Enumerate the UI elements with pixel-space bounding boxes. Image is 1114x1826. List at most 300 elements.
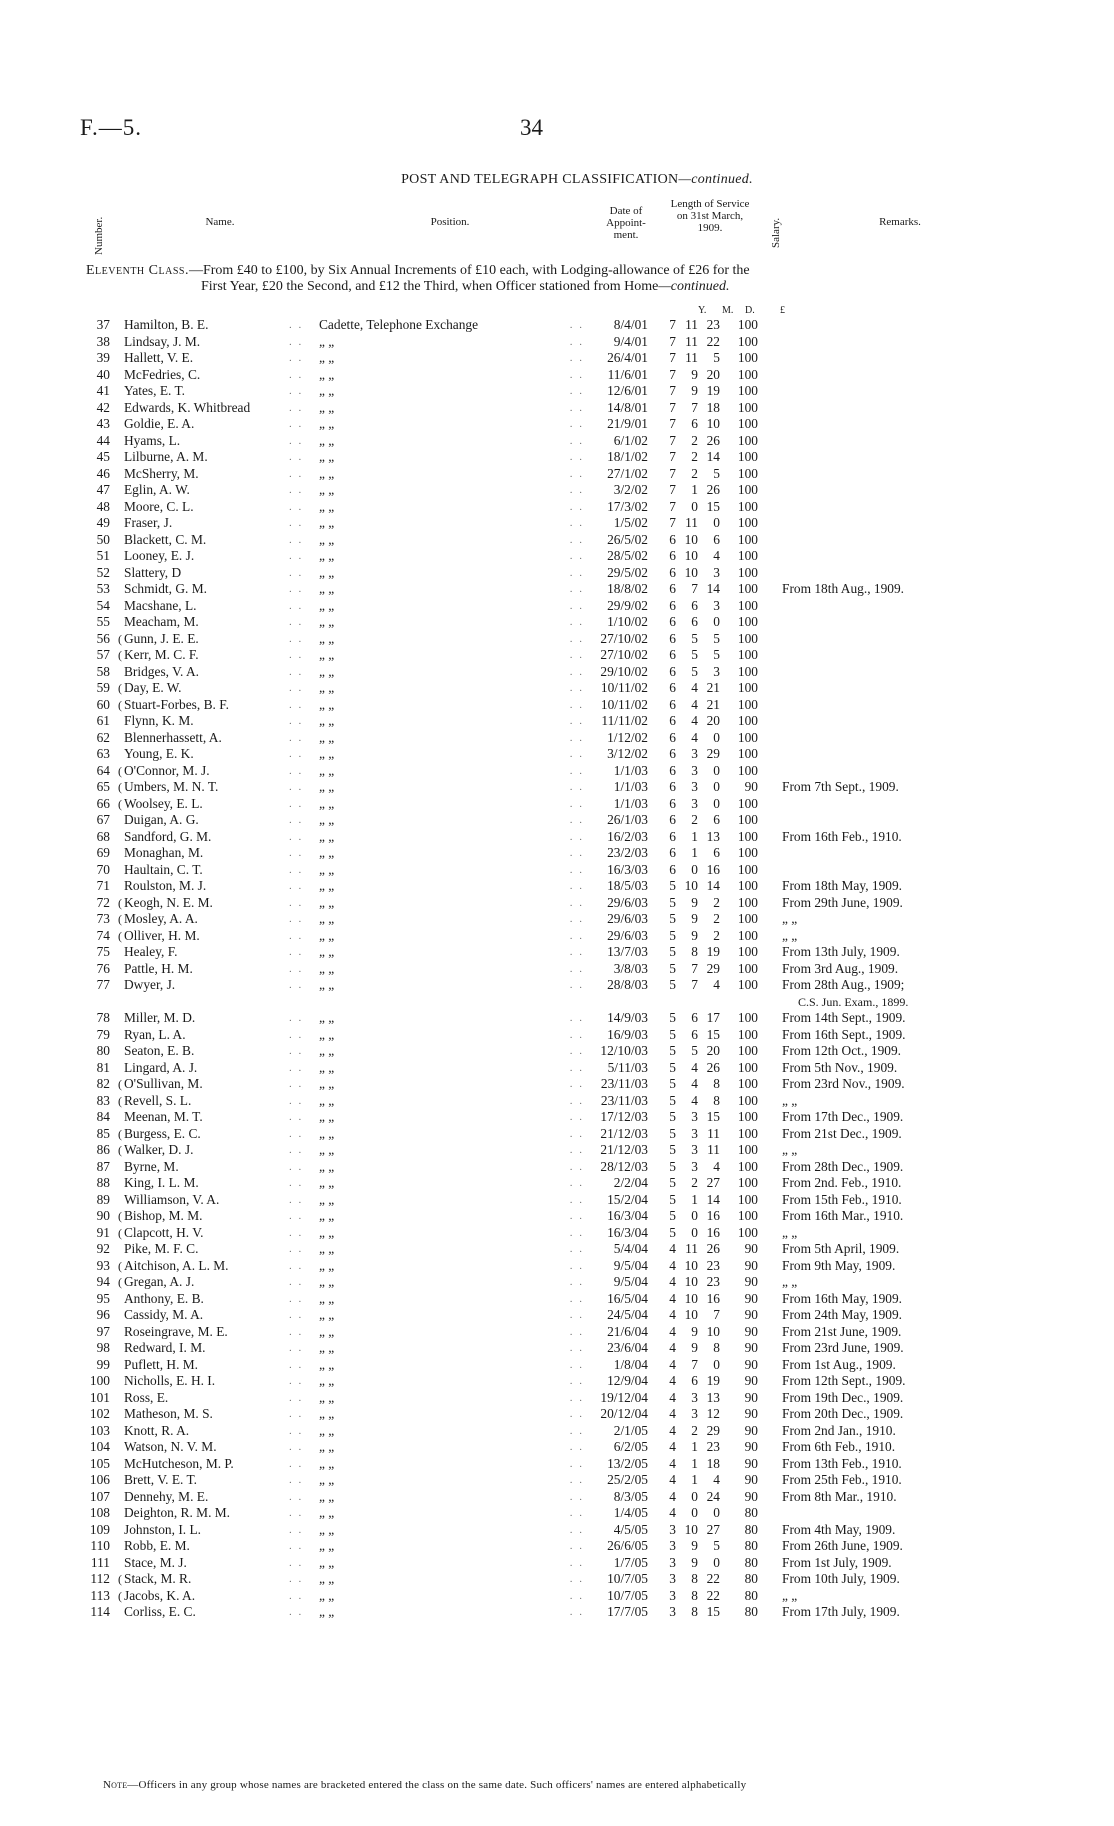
officer-name: Olliver, H. M. (124, 927, 200, 943)
table-row (80, 796, 982, 813)
service-days: 8 (713, 1092, 720, 1108)
leader-dots: . . (569, 1589, 584, 1602)
service-months: 9 (691, 1538, 698, 1553)
remarks: From 15th Feb., 1910. (782, 1191, 902, 1207)
service-years: 3 (669, 1571, 676, 1586)
service-years: 5 (669, 1125, 676, 1141)
table-row (80, 1571, 982, 1588)
row-number: 86 (96, 1142, 110, 1157)
salary: 100 (737, 465, 758, 481)
row-number: 111 (90, 1554, 110, 1570)
row-number: 76 (96, 960, 110, 976)
appointment-date: 19/12/04 (600, 1389, 648, 1405)
table-row (80, 1505, 982, 1522)
row-number: 50 (96, 531, 110, 547)
leader-dots: . . (289, 880, 304, 892)
row-number: 47 (96, 482, 110, 497)
service-years: 6 (669, 647, 676, 662)
table-row (80, 1159, 982, 1176)
leader-dots: . . (289, 1292, 304, 1305)
service-months: 5 (691, 647, 698, 662)
salary: 100 (737, 515, 758, 530)
officer-position: „ „ (319, 1158, 335, 1174)
row-number: 84 (96, 1109, 110, 1124)
table-row (80, 895, 982, 912)
service-years: 4 (669, 1455, 676, 1471)
appointment-date: 28/8/03 (607, 977, 648, 992)
appointment-date: 4/5/05 (613, 1521, 648, 1537)
leader-dots: . . (289, 863, 304, 876)
group-bracket: ( (118, 928, 122, 943)
officer-name: Ross, E. (124, 1389, 169, 1405)
row-number: 75 (96, 944, 110, 959)
row-number: 90 (96, 1208, 110, 1223)
group-bracket (116, 1340, 124, 1357)
table-row (80, 829, 982, 846)
service-days: 20 (706, 713, 720, 728)
table-row (80, 1241, 982, 1258)
appointment-date: 3/12/02 (607, 746, 648, 761)
group-bracket (116, 977, 124, 1010)
appointment-date: 9/5/04 (613, 1274, 648, 1289)
service-days: 3 (713, 597, 720, 613)
leader-dots: . . (569, 1309, 584, 1321)
service-months: 6 (691, 597, 698, 613)
service-days: 2 (713, 894, 720, 910)
appointment-date: 29/6/03 (607, 894, 648, 910)
group-bracket: ( (118, 1275, 122, 1289)
appointment-date: 21/12/03 (600, 1125, 648, 1141)
group-bracket: ( (118, 681, 122, 695)
row-number: 59 (96, 680, 110, 695)
table-row (80, 1109, 982, 1126)
officer-name: Slattery, D (124, 564, 182, 580)
leader-dots: . . (289, 1490, 304, 1503)
table-row (80, 433, 982, 450)
service-months: 1 (691, 1191, 698, 1207)
service-days: 23 (706, 1257, 720, 1273)
appointment-date: 27/10/02 (600, 630, 648, 646)
leader-dots: . . (289, 335, 304, 348)
group-bracket (116, 1291, 124, 1308)
officer-name: Bishop, M. M. (124, 1208, 203, 1223)
service-months: 1 (691, 828, 698, 844)
table-row (80, 631, 982, 648)
officer-position: „ „ (319, 531, 335, 547)
leader-dots: . . (289, 946, 304, 958)
service-years: 4 (669, 1472, 676, 1487)
salary: 100 (737, 680, 758, 695)
group-bracket (116, 1406, 124, 1423)
service-months: 2 (691, 465, 698, 481)
footnote-text: —Officers in any group whose names are bracketed entered the class on the same date. Such officers' names are entered alphabetically (127, 1779, 747, 1791)
remarks (758, 515, 982, 532)
appointment-date: 8/4/01 (613, 317, 648, 332)
officer-name: Woolsey, E. L. (124, 795, 203, 811)
leader-dots: . . (569, 1111, 584, 1123)
service-days: 16 (706, 1224, 720, 1240)
officer-name: Edwards, K. Whitbread (124, 399, 251, 415)
group-bracket (116, 1505, 124, 1522)
class-heading (86, 263, 1006, 295)
officer-name: Ryan, L. A. (124, 1026, 186, 1042)
service-years: 5 (669, 1010, 676, 1025)
leader-dots: . . (569, 1474, 584, 1486)
leader-dots: . . (289, 1144, 304, 1156)
salary: 100 (737, 1208, 758, 1223)
remarks: From 18th Aug., 1909. (782, 581, 905, 596)
officer-position: „ „ (319, 399, 335, 415)
service-years: 4 (669, 1422, 676, 1438)
appointment-date: 1/5/02 (613, 515, 648, 530)
officer-name: Stuart-Forbes, B. F. (124, 696, 229, 712)
appointment-date: 28/12/03 (600, 1158, 648, 1174)
remarks (758, 713, 982, 730)
service-months: 6 (691, 1010, 698, 1025)
table-row (80, 1126, 982, 1143)
officer-position: „ „ (319, 1373, 335, 1388)
service-days: 6 (713, 812, 720, 827)
officer-position: „ „ (319, 1587, 335, 1603)
row-number: 40 (96, 366, 110, 382)
service-months: 9 (691, 383, 698, 398)
officer-name: Roseingrave, M. E. (124, 1323, 228, 1339)
appointment-date: 1/1/03 (613, 762, 648, 778)
leader-dots: . . (289, 1540, 304, 1552)
group-bracket: ( (118, 1093, 122, 1108)
table-row (80, 350, 982, 367)
officer-position: „ „ (319, 795, 335, 811)
salary: 100 (737, 333, 758, 349)
group-bracket (116, 713, 124, 730)
group-bracket (116, 1373, 124, 1390)
table-row (80, 944, 982, 961)
salary: 100 (737, 746, 758, 761)
appointment-date: 12/6/01 (607, 383, 648, 398)
group-bracket (116, 1027, 124, 1044)
table-row (80, 1357, 982, 1374)
table-row (80, 334, 982, 351)
group-bracket: ( (118, 1143, 122, 1157)
officer-name: Gunn, J. E. E. (124, 630, 199, 646)
appointment-date: 11/11/02 (601, 713, 648, 728)
officer-name: Nicholls, E. H. I. (124, 1373, 216, 1388)
table-row (80, 713, 982, 730)
service-days: 26 (706, 1241, 720, 1256)
group-bracket (116, 350, 124, 367)
salary: 100 (737, 399, 758, 415)
leader-dots: . . (289, 649, 304, 661)
leader-dots: . . (569, 566, 584, 579)
row-number: 41 (96, 383, 110, 398)
remarks: „ „ (782, 927, 798, 943)
remarks: „ „ (782, 911, 798, 926)
salary: 100 (737, 944, 758, 959)
group-bracket: ( (118, 1126, 122, 1141)
group-bracket: ( (118, 631, 122, 646)
service-years: 4 (669, 1505, 676, 1520)
remarks: From 16th Feb., 1910. (782, 828, 902, 844)
officer-position: „ „ (319, 1142, 335, 1157)
salary: 100 (737, 911, 758, 926)
appointment-date: 29/6/03 (607, 911, 648, 926)
service-years: 7 (669, 416, 676, 431)
officer-position: „ „ (319, 845, 335, 860)
group-bracket (116, 1604, 124, 1621)
service-years: 5 (669, 944, 676, 959)
remarks: From 19th Dec., 1909. (782, 1389, 904, 1405)
service-months: 3 (691, 1125, 698, 1141)
officer-position: „ „ (319, 383, 335, 398)
row-number: 55 (96, 614, 110, 629)
leader-dots: . . (289, 451, 304, 463)
salary: 90 (744, 1241, 758, 1256)
appointment-date: 29/5/02 (607, 564, 648, 580)
row-number: 106 (89, 1472, 110, 1487)
group-bracket (116, 499, 124, 516)
appointment-date: 26/4/01 (607, 350, 648, 365)
leader-dots: . . (289, 1012, 304, 1024)
leader-dots: . . (289, 434, 304, 447)
service-days: 24 (706, 1488, 720, 1504)
salary: 100 (737, 350, 758, 365)
table-row (80, 581, 982, 598)
page-number: 34 (520, 115, 543, 140)
remarks: From 16th Sept., 1909. (782, 1026, 906, 1042)
group-bracket (116, 862, 124, 879)
table-row (80, 383, 982, 400)
service-months: 6 (691, 614, 698, 629)
table-row (80, 565, 982, 582)
appointment-date: 13/2/05 (607, 1455, 648, 1471)
remarks: From 16th Mar., 1910. (782, 1208, 904, 1223)
leader-dots: . . (289, 830, 304, 843)
officer-name: Jacobs, K. A. (124, 1587, 196, 1603)
row-number: 42 (96, 399, 110, 415)
row-number: 81 (96, 1059, 110, 1075)
officer-name: Stace, M. J. (124, 1554, 187, 1570)
leader-dots: . . (289, 979, 304, 991)
service-years: 3 (669, 1587, 676, 1603)
leader-dots: . . (289, 1325, 304, 1338)
remarks (758, 763, 982, 780)
row-number: 37 (96, 317, 110, 332)
group-bracket (116, 383, 124, 400)
leader-dots: . . (289, 1061, 304, 1074)
appointment-date: 17/3/02 (607, 498, 648, 514)
service-months: 4 (691, 1059, 698, 1075)
group-bracket: ( (118, 1588, 122, 1603)
service-months: 3 (691, 795, 698, 811)
table-row (80, 499, 982, 516)
leader-dots: . . (569, 1325, 584, 1338)
service-months: 4 (691, 1092, 698, 1108)
remarks (758, 631, 982, 648)
officer-name: Kerr, M. C. F. (124, 647, 199, 662)
appointment-date: 18/1/02 (607, 449, 648, 464)
group-bracket (116, 598, 124, 615)
row-number: 109 (89, 1521, 110, 1537)
service-months: 10 (684, 1257, 698, 1273)
group-bracket (116, 614, 124, 631)
officer-position: „ „ (319, 465, 335, 481)
service-days: 26 (706, 1059, 720, 1075)
remarks: From 17th July, 1909. (782, 1604, 900, 1619)
leader-dots: . . (289, 500, 304, 513)
appointment-date: 2/2/04 (613, 1175, 648, 1190)
remarks: From 4th May, 1909. (782, 1521, 896, 1537)
row-number: 87 (96, 1158, 110, 1174)
service-days: 23 (706, 317, 720, 332)
officer-position: „ „ (319, 1076, 335, 1091)
table-row (80, 664, 982, 681)
class-heading-text: —From £40 to £100, by Six Annual Increments of £10 each, with Lodging-allowance of £26 for the (188, 263, 750, 278)
row-number: 44 (96, 432, 110, 448)
leader-dots: . . (289, 352, 304, 364)
leader-dots: . . (569, 1045, 584, 1057)
service-days: 0 (713, 729, 720, 745)
appointment-date: 23/11/03 (600, 1092, 648, 1108)
leader-dots: . . (569, 352, 584, 364)
officer-position: „ „ (319, 498, 335, 514)
service-years: 5 (669, 1043, 676, 1058)
service-years: 5 (669, 1208, 676, 1223)
officer-position: „ „ (319, 597, 335, 613)
service-years: 5 (669, 1059, 676, 1075)
salary: 90 (744, 1290, 758, 1306)
leader-dots: . . (569, 764, 584, 777)
appointment-date: 29/9/02 (607, 597, 648, 613)
officer-position: „ „ (319, 944, 335, 959)
column-header-position: Position. (430, 216, 470, 228)
officer-name: Moore, C. L. (124, 498, 194, 514)
service-days: 19 (706, 383, 720, 398)
leader-dots: . . (569, 434, 584, 447)
remarks: From 16th May, 1909. (782, 1290, 903, 1306)
leader-dots: . . (289, 368, 304, 381)
group-bracket: ( (118, 912, 122, 926)
footnote-lead: Note (103, 1779, 128, 1791)
leader-dots: . . (569, 616, 584, 628)
remarks (758, 647, 982, 664)
service-months: 6 (691, 1026, 698, 1042)
appointment-date: 6/1/02 (613, 432, 648, 448)
service-years: 4 (669, 1340, 676, 1355)
officer-position: „ „ (319, 515, 335, 530)
service-months: 10 (684, 531, 698, 547)
officer-name: Monaghan, M. (124, 845, 204, 860)
salary: 90 (744, 1257, 758, 1273)
salary: 100 (737, 1076, 758, 1091)
salary: 100 (737, 498, 758, 514)
officer-name: King, I. L. M. (124, 1175, 199, 1190)
officer-position: „ „ (319, 911, 335, 926)
remarks (758, 350, 982, 367)
salary: 100 (737, 1142, 758, 1157)
officer-position: „ „ (319, 1406, 335, 1421)
table-row (80, 598, 982, 615)
service-months: 1 (691, 1472, 698, 1487)
remarks: From 8th Mar., 1910. (782, 1488, 897, 1504)
service-years: 7 (669, 333, 676, 349)
row-number: 103 (89, 1422, 110, 1438)
row-number: 114 (90, 1604, 110, 1619)
remarks: From 23rd Nov., 1909. (782, 1076, 905, 1091)
officer-name: Blennerhassett, A. (124, 729, 222, 745)
remarks (758, 565, 982, 582)
salary: 100 (737, 927, 758, 943)
table-row (80, 1439, 982, 1456)
group-bracket (116, 1159, 124, 1176)
salary: 90 (744, 1340, 758, 1355)
salary: 100 (737, 581, 758, 596)
service-months: 2 (691, 1175, 698, 1190)
leader-dots: . . (289, 401, 304, 414)
row-number: 61 (96, 713, 110, 728)
service-months: 5 (691, 630, 698, 646)
service-months: 2 (691, 449, 698, 464)
table-row (80, 779, 982, 796)
appointment-date: 6/2/05 (613, 1439, 648, 1454)
officer-position: „ „ (319, 1059, 335, 1075)
leader-dots: . . (569, 1540, 584, 1552)
leader-dots: . . (289, 1094, 304, 1107)
group-bracket (116, 961, 124, 978)
table-row (80, 1175, 982, 1192)
appointment-date: 21/9/01 (607, 416, 648, 431)
salary: 100 (737, 614, 758, 629)
officer-position: „ „ (319, 663, 335, 679)
leader-dots: . . (569, 1523, 584, 1536)
leader-dots: . . (289, 814, 304, 826)
leader-dots: . . (569, 1408, 584, 1420)
service-days: 3 (713, 564, 720, 580)
table-row (80, 614, 982, 631)
leader-dots: . . (569, 1490, 584, 1503)
service-years: 4 (669, 1307, 676, 1322)
leader-dots: . . (289, 1441, 304, 1453)
group-bracket (116, 466, 124, 483)
service-years: 5 (669, 1175, 676, 1190)
appointment-date: 12/9/04 (607, 1373, 648, 1388)
leader-dots: . . (289, 1474, 304, 1486)
group-bracket (116, 944, 124, 961)
salary: 100 (737, 977, 758, 992)
table-row (80, 548, 982, 565)
table-row (80, 1472, 982, 1489)
service-days: 2 (713, 927, 720, 943)
table-row (80, 1406, 982, 1423)
service-days: 4 (713, 1472, 720, 1487)
officer-name: Umbers, M. N. T. (124, 779, 219, 794)
remarks (758, 482, 982, 499)
leader-dots: . . (289, 929, 304, 942)
row-number: 83 (96, 1092, 110, 1108)
appointment-date: 25/2/05 (607, 1472, 648, 1487)
service-days: 22 (706, 1571, 720, 1586)
service-days: 5 (713, 350, 720, 365)
service-months: 0 (691, 1208, 698, 1223)
appointment-date: 29/6/03 (607, 927, 648, 943)
service-days: 13 (706, 1389, 720, 1405)
group-bracket (116, 1043, 124, 1060)
service-years: 6 (669, 531, 676, 547)
group-bracket (116, 482, 124, 499)
service-years: 7 (669, 465, 676, 481)
officer-position: „ „ (319, 333, 335, 349)
row-number: 107 (89, 1488, 110, 1504)
appointment-date: 5/11/03 (607, 1059, 648, 1075)
